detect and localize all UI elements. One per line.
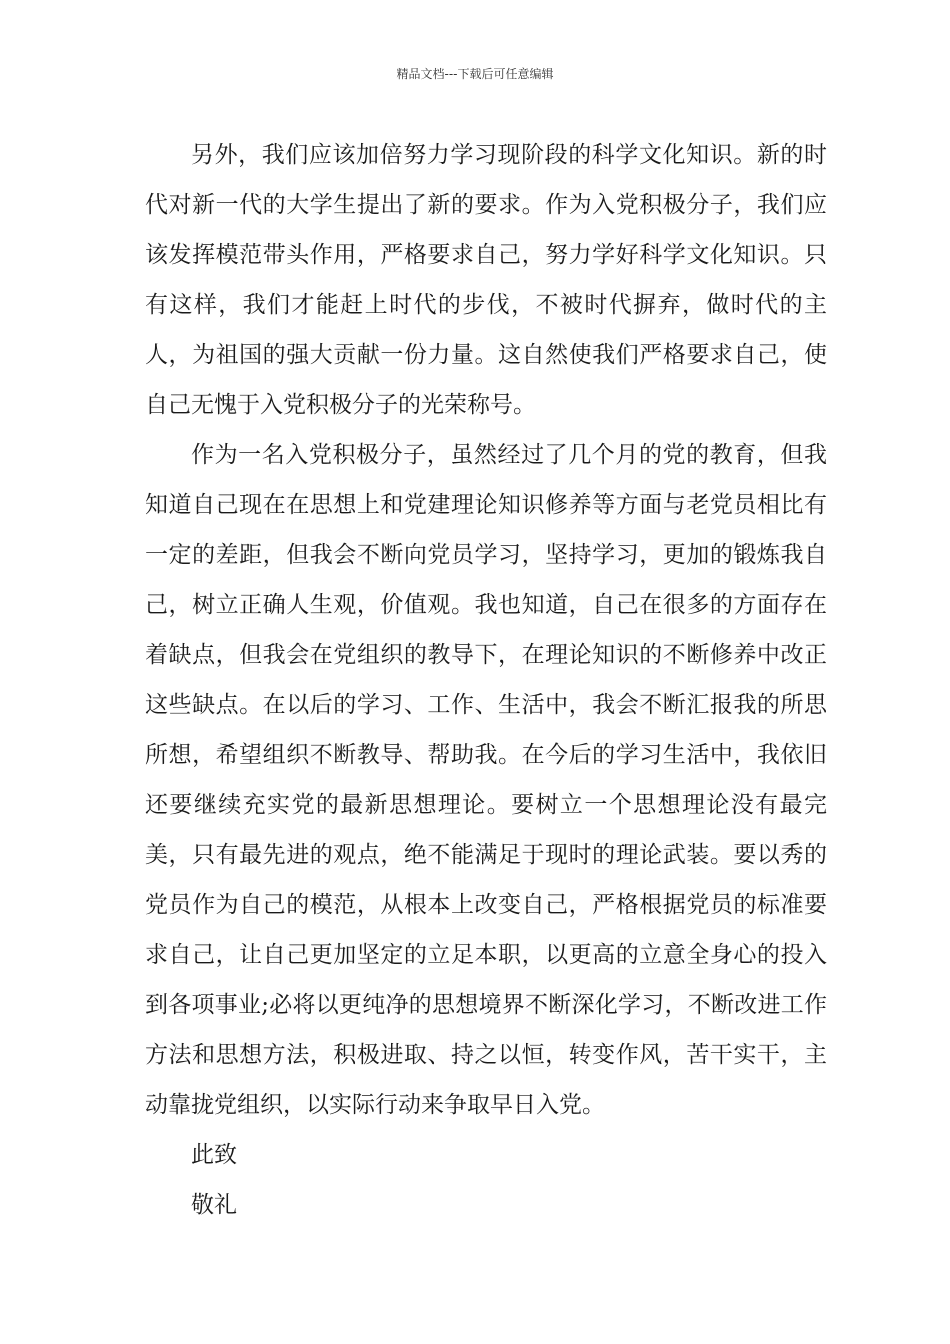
closing-regards: 敬礼 (191, 1192, 237, 1218)
document-body (145, 130, 827, 1230)
paragraph-1: 另外，我们应该加倍努力学习现阶段的科学文化知识。新的时代对新一代的大学生提出了新的要求。作为入党积极分子，我们应该发挥模范带头作用，严格要求自己，努力学好科学文化知识。只有这样，我们才能赶上时代的步伐，不被时代摒弃，做时代的主人，为祖国的强大贡献一份力量。这自然使我们严格要求自己，使自己无愧于入党积极分子的光荣称号。 (145, 142, 827, 418)
closing-salutation: 此致 (191, 1142, 237, 1168)
page-header: 精品文档---下载后可任意编辑 (396, 67, 554, 81)
paragraph-2: 作为一名入党积极分子，虽然经过了几个月的党的教育，但我知道自己现在在思想上和党建理论知识修养等方面与老党员相比有一定的差距，但我会不断向党员学习，坚持学习，更加的锻炼我自己，树立正确人生观，价值观。我也知道，自己在很多的方面存在着缺点，但我会在党组织的教导下，在理论知识的不断修养中改正这些缺点。在以后的学习、工作、生活中，我会不断汇报我的所思所想，希望组织不断教导、帮助我。在今后的学习生活中，我依旧还要继续充实党的最新思想理论。要树立一个思想理论没有最完美，只有最先进的观点，绝不能满足于现时的理论武装。要以秀的党员作为自己的模范，从根本上改变自己，严格根据党员的标准要求自己，让自己更加坚定的立足本职，以更高的立意全身心的投入到各项事业;必将以更纯净的思想境界不断深化学习，不断改进工作方法和思想方法，积极进取、持之以恒，转变作风，苦干实干，主动靠拢党组织，以实际行动来争取早日入党。 (145, 442, 827, 1118)
